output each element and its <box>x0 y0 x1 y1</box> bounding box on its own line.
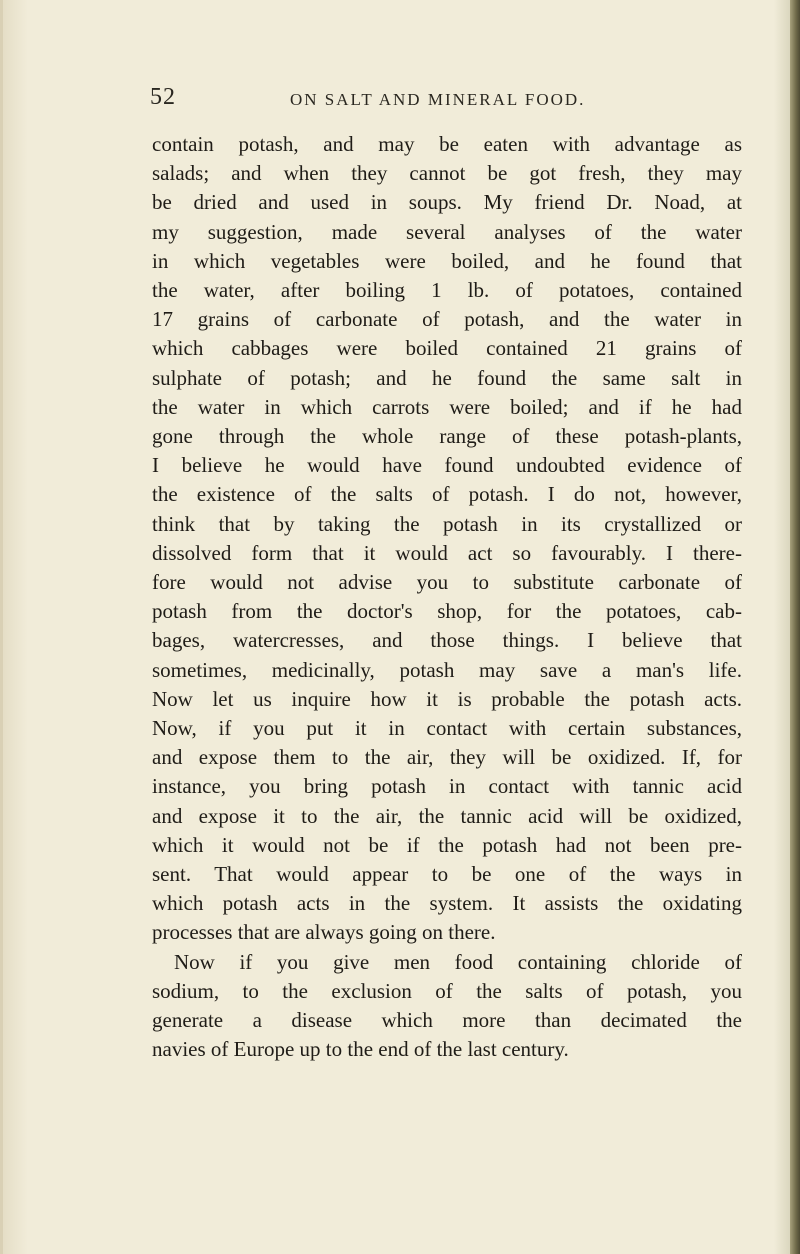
text-line: Now let us inquire how it is probable the potash acts. <box>152 686 742 711</box>
text-line: sent. That would appear to be one of the ways in <box>152 862 742 887</box>
text-line: processes that are always going on there. <box>152 920 496 945</box>
text-line: sulphate of potash; and he found the same salt in <box>152 365 742 390</box>
text-line: gone through the whole range of these potash-plants, <box>152 424 742 449</box>
page-header <box>0 82 800 118</box>
text-line: and expose them to the air, they will be oxidized. If, for <box>152 745 742 770</box>
text-line: think that by taking the potash in its crystallized or <box>152 511 742 536</box>
text-line: salads; and when they cannot be got fresh, they may <box>152 161 742 186</box>
text-line: which cabbages were boiled contained 21 grains of <box>152 336 742 361</box>
text-line: the water, after boiling 1 lb. of potatoes, contained <box>152 278 742 303</box>
text-line: dissolved form that it would act so favourably. I there- <box>152 540 742 565</box>
page-binding-shadow <box>790 0 800 1254</box>
text-line: instance, you bring potash in contact with tannic acid <box>152 774 742 799</box>
text-line: my suggestion, made several analyses of the water <box>152 219 742 244</box>
page-number: 52 <box>150 84 176 110</box>
text-line: generate a disease which more than decimated the <box>152 1008 742 1033</box>
text-line: the water in which carrots were boiled; and if he had <box>152 394 742 419</box>
text-line: Now if you give men food containing chloride of <box>174 949 742 974</box>
text-line: which potash acts in the system. It assists the oxidating <box>152 891 742 916</box>
text-line: sometimes, medicinally, potash may save a man's life. <box>152 657 742 682</box>
text-line: which it would not be if the potash had not been pre- <box>152 832 742 857</box>
text-line: sodium, to the exclusion of the salts of potash, you <box>152 978 742 1003</box>
text-line: and expose it to the air, the tannic acid will be oxidized, <box>152 803 742 828</box>
body-text <box>152 130 742 1065</box>
running-head: ON SALT AND MINERAL FOOD. <box>290 90 586 109</box>
page-left-edge <box>0 0 3 1254</box>
text-line: potash from the doctor's shop, for the potatoes, cab- <box>152 599 742 624</box>
text-line: the existence of the salts of potash. I do not, however, <box>152 482 742 507</box>
text-line: in which vegetables were boiled, and he found that <box>152 248 742 273</box>
text-line: Now, if you put it in contact with certain substances, <box>152 716 742 741</box>
text-line: contain potash, and may be eaten with advantage as <box>152 132 742 156</box>
text-line: 17 grains of carbonate of potash, and the water in <box>152 307 742 332</box>
text-line: navies of Europe up to the end of the last century. <box>152 1037 569 1062</box>
text-line: bages, watercresses, and those things. I believe that <box>152 628 742 653</box>
text-line: be dried and used in soups. My friend Dr. Noad, at <box>152 190 742 215</box>
text-line: I believe he would have found undoubted evidence of <box>152 453 742 478</box>
text-line: fore would not advise you to substitute carbonate of <box>152 570 742 595</box>
